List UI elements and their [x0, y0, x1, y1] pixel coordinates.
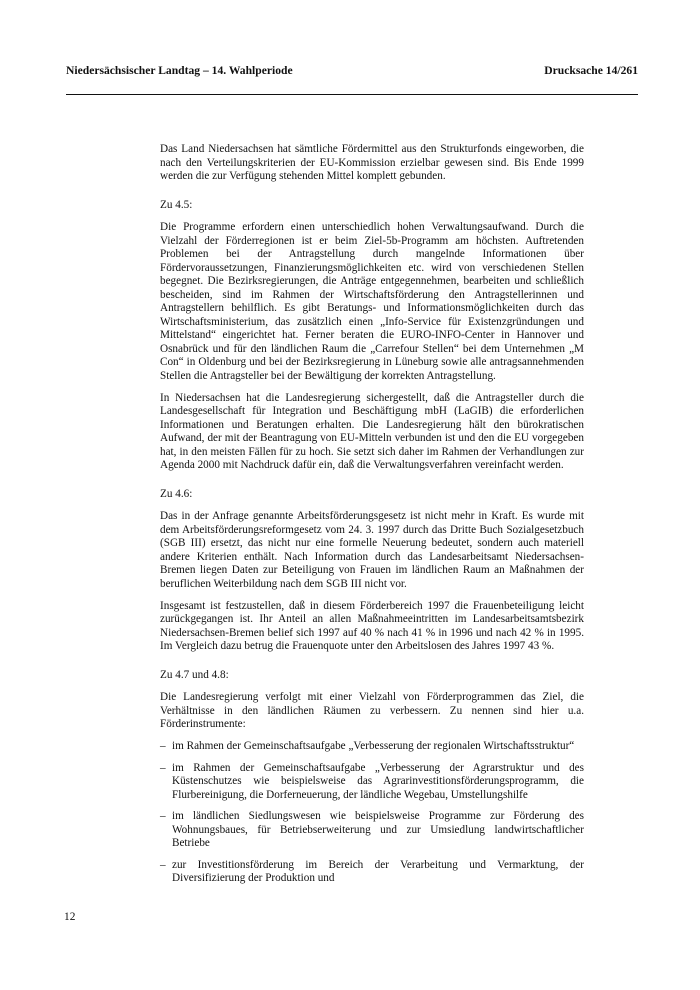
paragraph: Das in der Anfrage genannte Arbeitsförderungsgesetz ist nicht mehr in Kraft. Es wurde mit dem Arbeitsförderungsreformgesetz vom 24. 3. 1997 durch das Dritte Buch Sozialgesetzbuch (SGB III) ersetzt, das nicht nur eine formelle Neuerung bedeutet, sondern auch materiell andere Kriterien enthält. Nach Information durch das Landesarbeitsamt Niedersachsen-Bremen liegen Daten zur Beteiligung von Frauen im ländlichen Raum an Maßnahmen der beruflichen Weiterbildung nach dem SGB III nicht vor. [160, 510, 584, 590]
section-heading: Zu 4.6: [160, 487, 193, 500]
dash-bullet: – [160, 810, 166, 822]
list-item [160, 810, 584, 851]
document-number: Drucksache 14/261 [544, 64, 638, 77]
list-item-text: zur Investitionsförderung im Bereich der Verarbeitung und Vermarktung, der Diversifizierung der Produktion und [172, 858, 584, 884]
list-item [160, 859, 584, 886]
dash-bullet: – [160, 761, 166, 774]
funding-instruments-list [160, 740, 584, 886]
page-number: 12 [64, 911, 76, 923]
list-item-text: im Rahmen der Gemeinschaftsaufgabe „Verbesserung der Agrarstruktur und des Küstenschutzes wie beispielsweise das Agrarinvestitionsförderungsprogramm, die Flurbereinigung, die Dorferneuerung, der ländliche Wegebau, Umstellungshilfe [172, 761, 584, 801]
list-item-text: im Rahmen der Gemeinschaftsaufgabe „Verbesserung der regionalen Wirtschaftsstruktur“ [172, 740, 575, 752]
paragraph: Insgesamt ist festzustellen, daß in diesem Förderbereich 1997 die Frauenbeteiligung leicht zurückgegangen ist. Ihr Anteil an allen Maßnahmeeintritten im Landesarbeitsamtsbezirk Niedersachsen-Bremen belief sich 1997 auf 40 % nach 41 % in 1996 und nach 42 % in 1995. Im Vergleich dazu betrug die Frauenquote unter den Arbeitslosen des Jahres 1997 43 %. [160, 599, 584, 652]
header-rule [66, 94, 638, 95]
list-item-text: im ländlichen Siedlungswesen wie beispielsweise Programme zur Förderung des Wohnungsbaues, für Betriebserweiterung und zur Umsiedlung landwirtschaftlicher Betriebe [172, 810, 584, 849]
paragraph: Die Landesregierung verfolgt mit einer Vielzahl von Förderprogrammen das Ziel, die Verhältnisse in den ländlichen Räumen zu verbessern. Zu nennen sind hier u.a. Förderinstrumente: [160, 691, 584, 730]
document-body [160, 143, 584, 894]
paragraph: Das Land Niedersachsen hat sämtliche Fördermittel aus den Strukturfonds eingeworben, die nach den Verteilungskriterien der EU-Kommission erzielbar gewesen sind. Bis Ende 1999 werden die zur Verfügung stehenden Mittel komplett gebunden. [160, 143, 584, 182]
dash-bullet: – [160, 858, 166, 871]
header-title: Niedersächsischer Landtag – 14. Wahlperiode [66, 64, 293, 77]
section-heading: Zu 4.5: [160, 198, 193, 211]
section-heading: Zu 4.7 und 4.8: [160, 668, 229, 681]
paragraph: In Niedersachsen hat die Landesregierung sichergestellt, daß die Antragsteller durch die Landesgesellschaft für Integration und Beschäftigung mbH (LaGIB) die erforderlichen Informationen und Beratungen erhalten. Die Landesregierung hält den bürokratischen Aufwand, der mit der Beantragung von EU-Mitteln verbunden ist und den die EU vorgegeben hat, in den meisten Fällen für zu hoch. Sie setzt sich daher im Rahmen der Verhandlungen zur Agenda 2000 mit Nachdruck dafür ein, daß die Verwaltungsverfahren vereinfacht werden. [160, 391, 584, 471]
list-item [160, 740, 584, 754]
list-item [160, 762, 584, 803]
dash-bullet: – [160, 740, 166, 752]
paragraph: Die Programme erfordern einen unterschiedlich hohen Verwaltungsaufwand. Durch die Vielzahl der Förderregionen ist er beim Ziel-5b-Programm am höchsten. Auftretenden Problemen bei der Antragstellung durch mangelnde Informationen über Fördervoraussetzungen, Finanzierungsmöglichkeiten etc. wird von verschiedenen Stellen begegnet. Die Bezirksregierungen, die Anträge entgegennehmen, bearbeiten und schließlich bescheiden, sind im Rahmen der Wirtschaftsförderung den Antragstellerinnen und Antragstellern behilflich. Es gibt Beratungs- und Informationsmöglichkeiten durch das Wirtschaftsministerium, das zusätzlich einen „Info-Service für Existenzgründungen und Mittelstand“ eingerichtet hat. Ferner beraten die EURO-INFO-Center in Hannover und Osnabrück und für den ländlichen Raum die „Carrefour Stellen“ bei dem Unternehmen „M Con“ in Oldenburg und bei der Bezirksregierung in Lüneburg sowie alle antragsannehmenden Stellen die Antragsteller bei der Bewältigung der korrekten Antragstellung. [160, 221, 584, 382]
